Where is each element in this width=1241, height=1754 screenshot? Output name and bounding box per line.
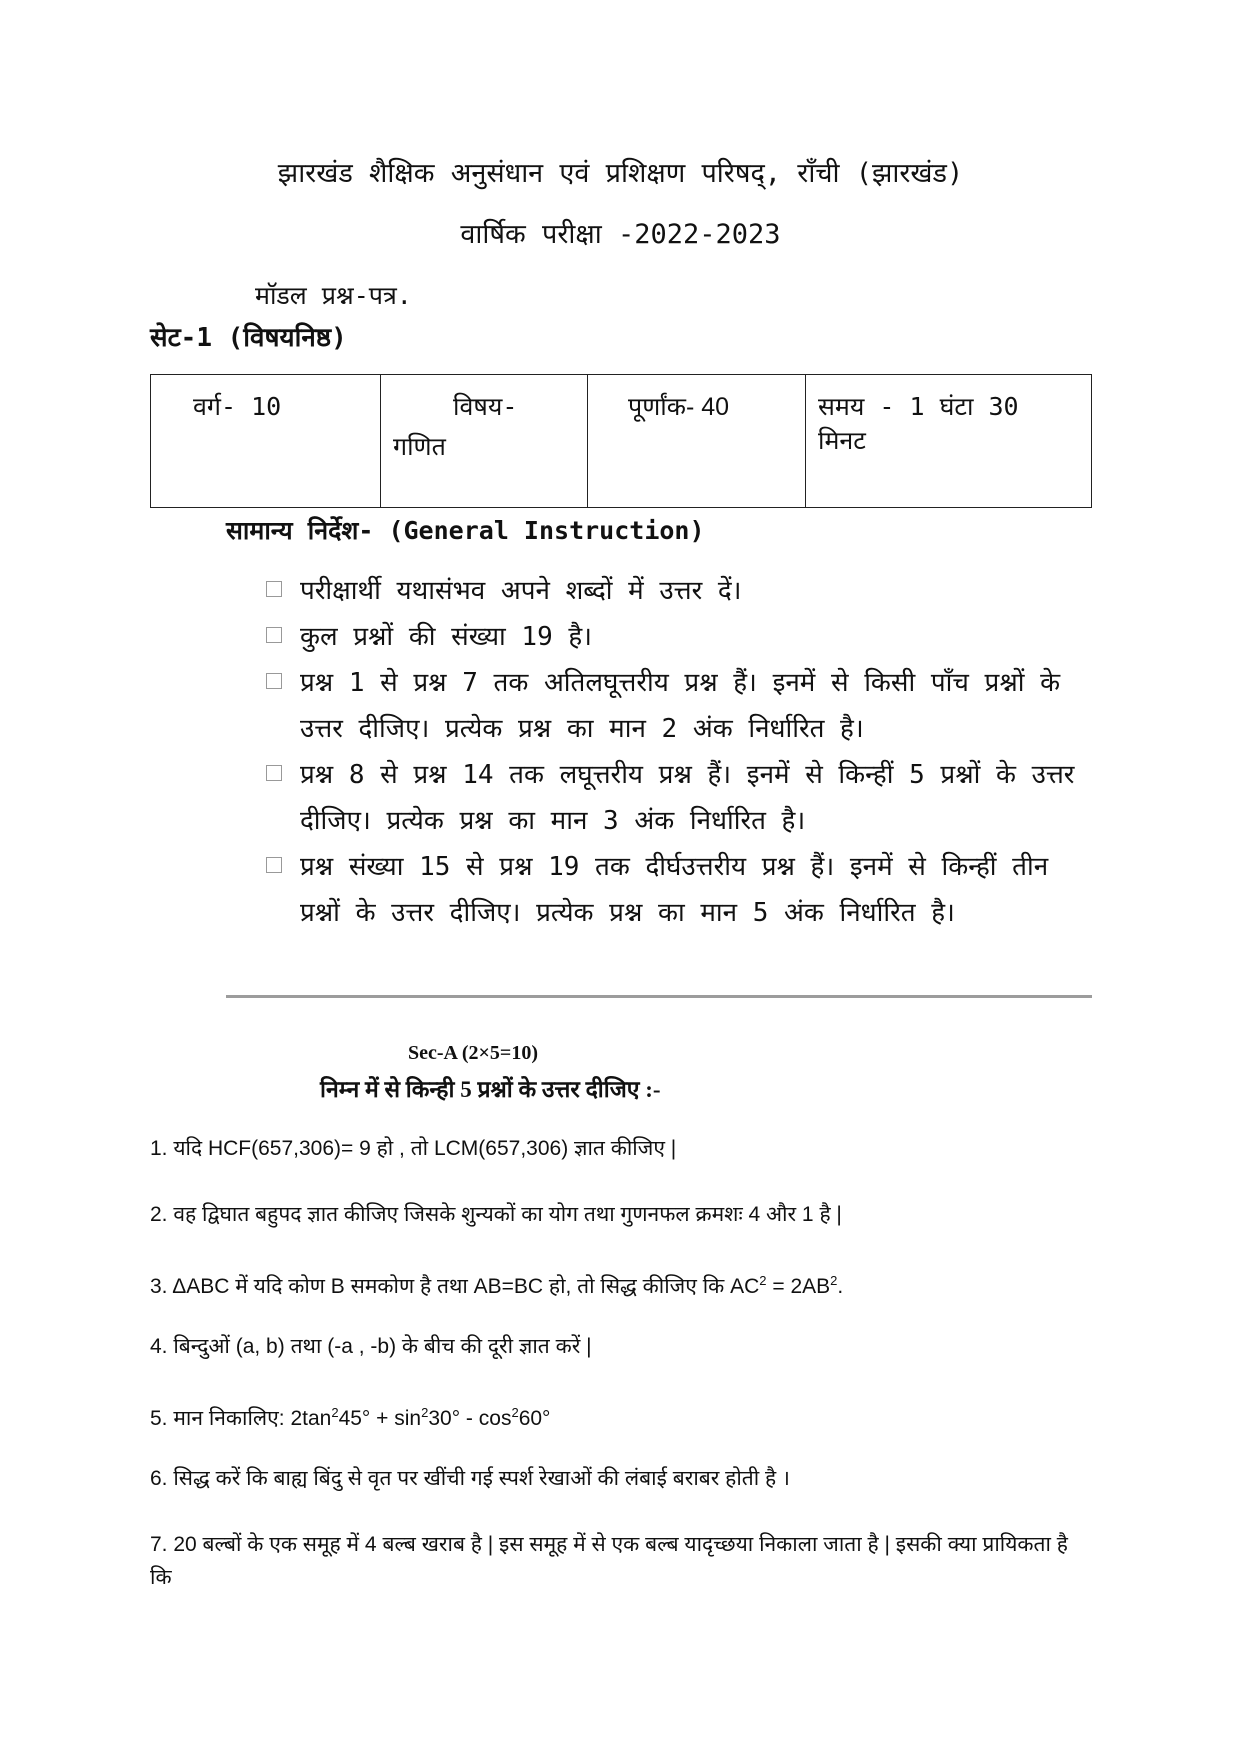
subject-value: गणित: [393, 432, 446, 461]
instruction-item: प्रश्न 8 से प्रश्न 14 तक लघूत्तरीय प्रश्न हैं। इनमें से किन्हीं 5 प्रश्नों के उत्तर दीजिए। प्रत्येक प्रश्न का मान 3 अंक निर्धारित है।: [266, 752, 1086, 844]
exam-meta-table: [150, 374, 1092, 508]
checkbox-icon: [266, 765, 282, 781]
general-instruction-title: सामान्य निर्देश- (General Instruction): [226, 516, 705, 545]
question-6: 6. सिद्ध करें कि बाह्य बिंदु से वृत पर खींची गई स्पर्श रेखाओं की लंबाई बराबर होती है ।: [150, 1467, 790, 1490]
instruction-item: प्रश्न संख्या 15 से प्रश्न 19 तक दीर्घउत्तरीय प्रश्न हैं। इनमें से किन्हीं तीन प्रश्नों के उत्तर दीजिए। प्रत्येक प्रश्न का मान 5 अंक निर्धारित है।: [266, 844, 1086, 936]
time-cell: समय - 1 घंटा 30 मिनट: [806, 375, 1092, 508]
instruction-item: परीक्षार्थी यथासंभव अपने शब्दों में उत्तर दें।: [266, 568, 1086, 614]
model-paper-label: मॉडल प्रश्न-पत्र.: [255, 281, 412, 310]
question-3: 3. ΔABC में यदि कोण B समकोण है तथा AB=BC हो, तो सिद्ध कीजिए कि $AC^2 = 2AB^2$.: [150, 1273, 844, 1298]
question-1: 1. यदि HCF(657,306)= 9 हो , तो LCM(657,306) ज्ञात कीजिए |: [150, 1137, 677, 1160]
question-4: 4. बिन्दुओं (a, b) तथा (-a , -b) के बीच की दूरी ज्ञात करें |: [150, 1335, 592, 1358]
exam-title: वार्षिक परीक्षा -2022-2023: [460, 219, 781, 250]
divider: [226, 995, 1092, 998]
section-title: Sec-A (2×5=10): [408, 1042, 538, 1064]
subject-label: विषय-: [453, 392, 518, 421]
instruction-item: कुल प्रश्नों की संख्या 19 है।: [266, 614, 1086, 660]
class-cell: वर्ग- 10: [151, 375, 381, 508]
subject-cell: [381, 375, 588, 508]
set-title: सेट-1 (विषयनिष्ठ): [150, 323, 347, 353]
organization-header: झारखंड शैक्षिक अनुसंधान एवं प्रशिक्षण परिषद्, राँची (झारखंड): [277, 158, 964, 189]
question-2: 2. वह द्विघात बहुपद ज्ञात कीजिए जिसके शुन्यकों का योग तथा गुणनफल क्रमशः 4 और 1 है |: [150, 1203, 842, 1226]
checkbox-icon: [266, 673, 282, 689]
instruction-item: प्रश्न 1 से प्रश्न 7 तक अतिलघूत्तरीय प्रश्न हैं। इनमें से किसी पाँच प्रश्नों के उत्तर दीजिए। प्रत्येक प्रश्न का मान 2 अंक निर्धारित है।: [266, 660, 1086, 752]
question-5: 5. मान निकालिए: $2\tan^245^\circ + \sin^230^\circ - \cos^260^\circ$: [150, 1405, 551, 1430]
checkbox-icon: [266, 581, 282, 597]
question-7: 7. 20 बल्बों के एक समूह में 4 बल्ब खराब है | इस समूह में से एक बल्ब यादृच्छया निकाला जाता है | इसकी क्या प्रायिकता है कि: [150, 1533, 1068, 1589]
checkbox-icon: [266, 857, 282, 873]
section-subtitle: निम्न में से किन्ही 5 प्रश्नों के उत्तर दीजिए :-: [320, 1077, 661, 1102]
full-marks-cell: पूर्णांक- 40: [588, 375, 806, 508]
checkbox-icon: [266, 627, 282, 643]
